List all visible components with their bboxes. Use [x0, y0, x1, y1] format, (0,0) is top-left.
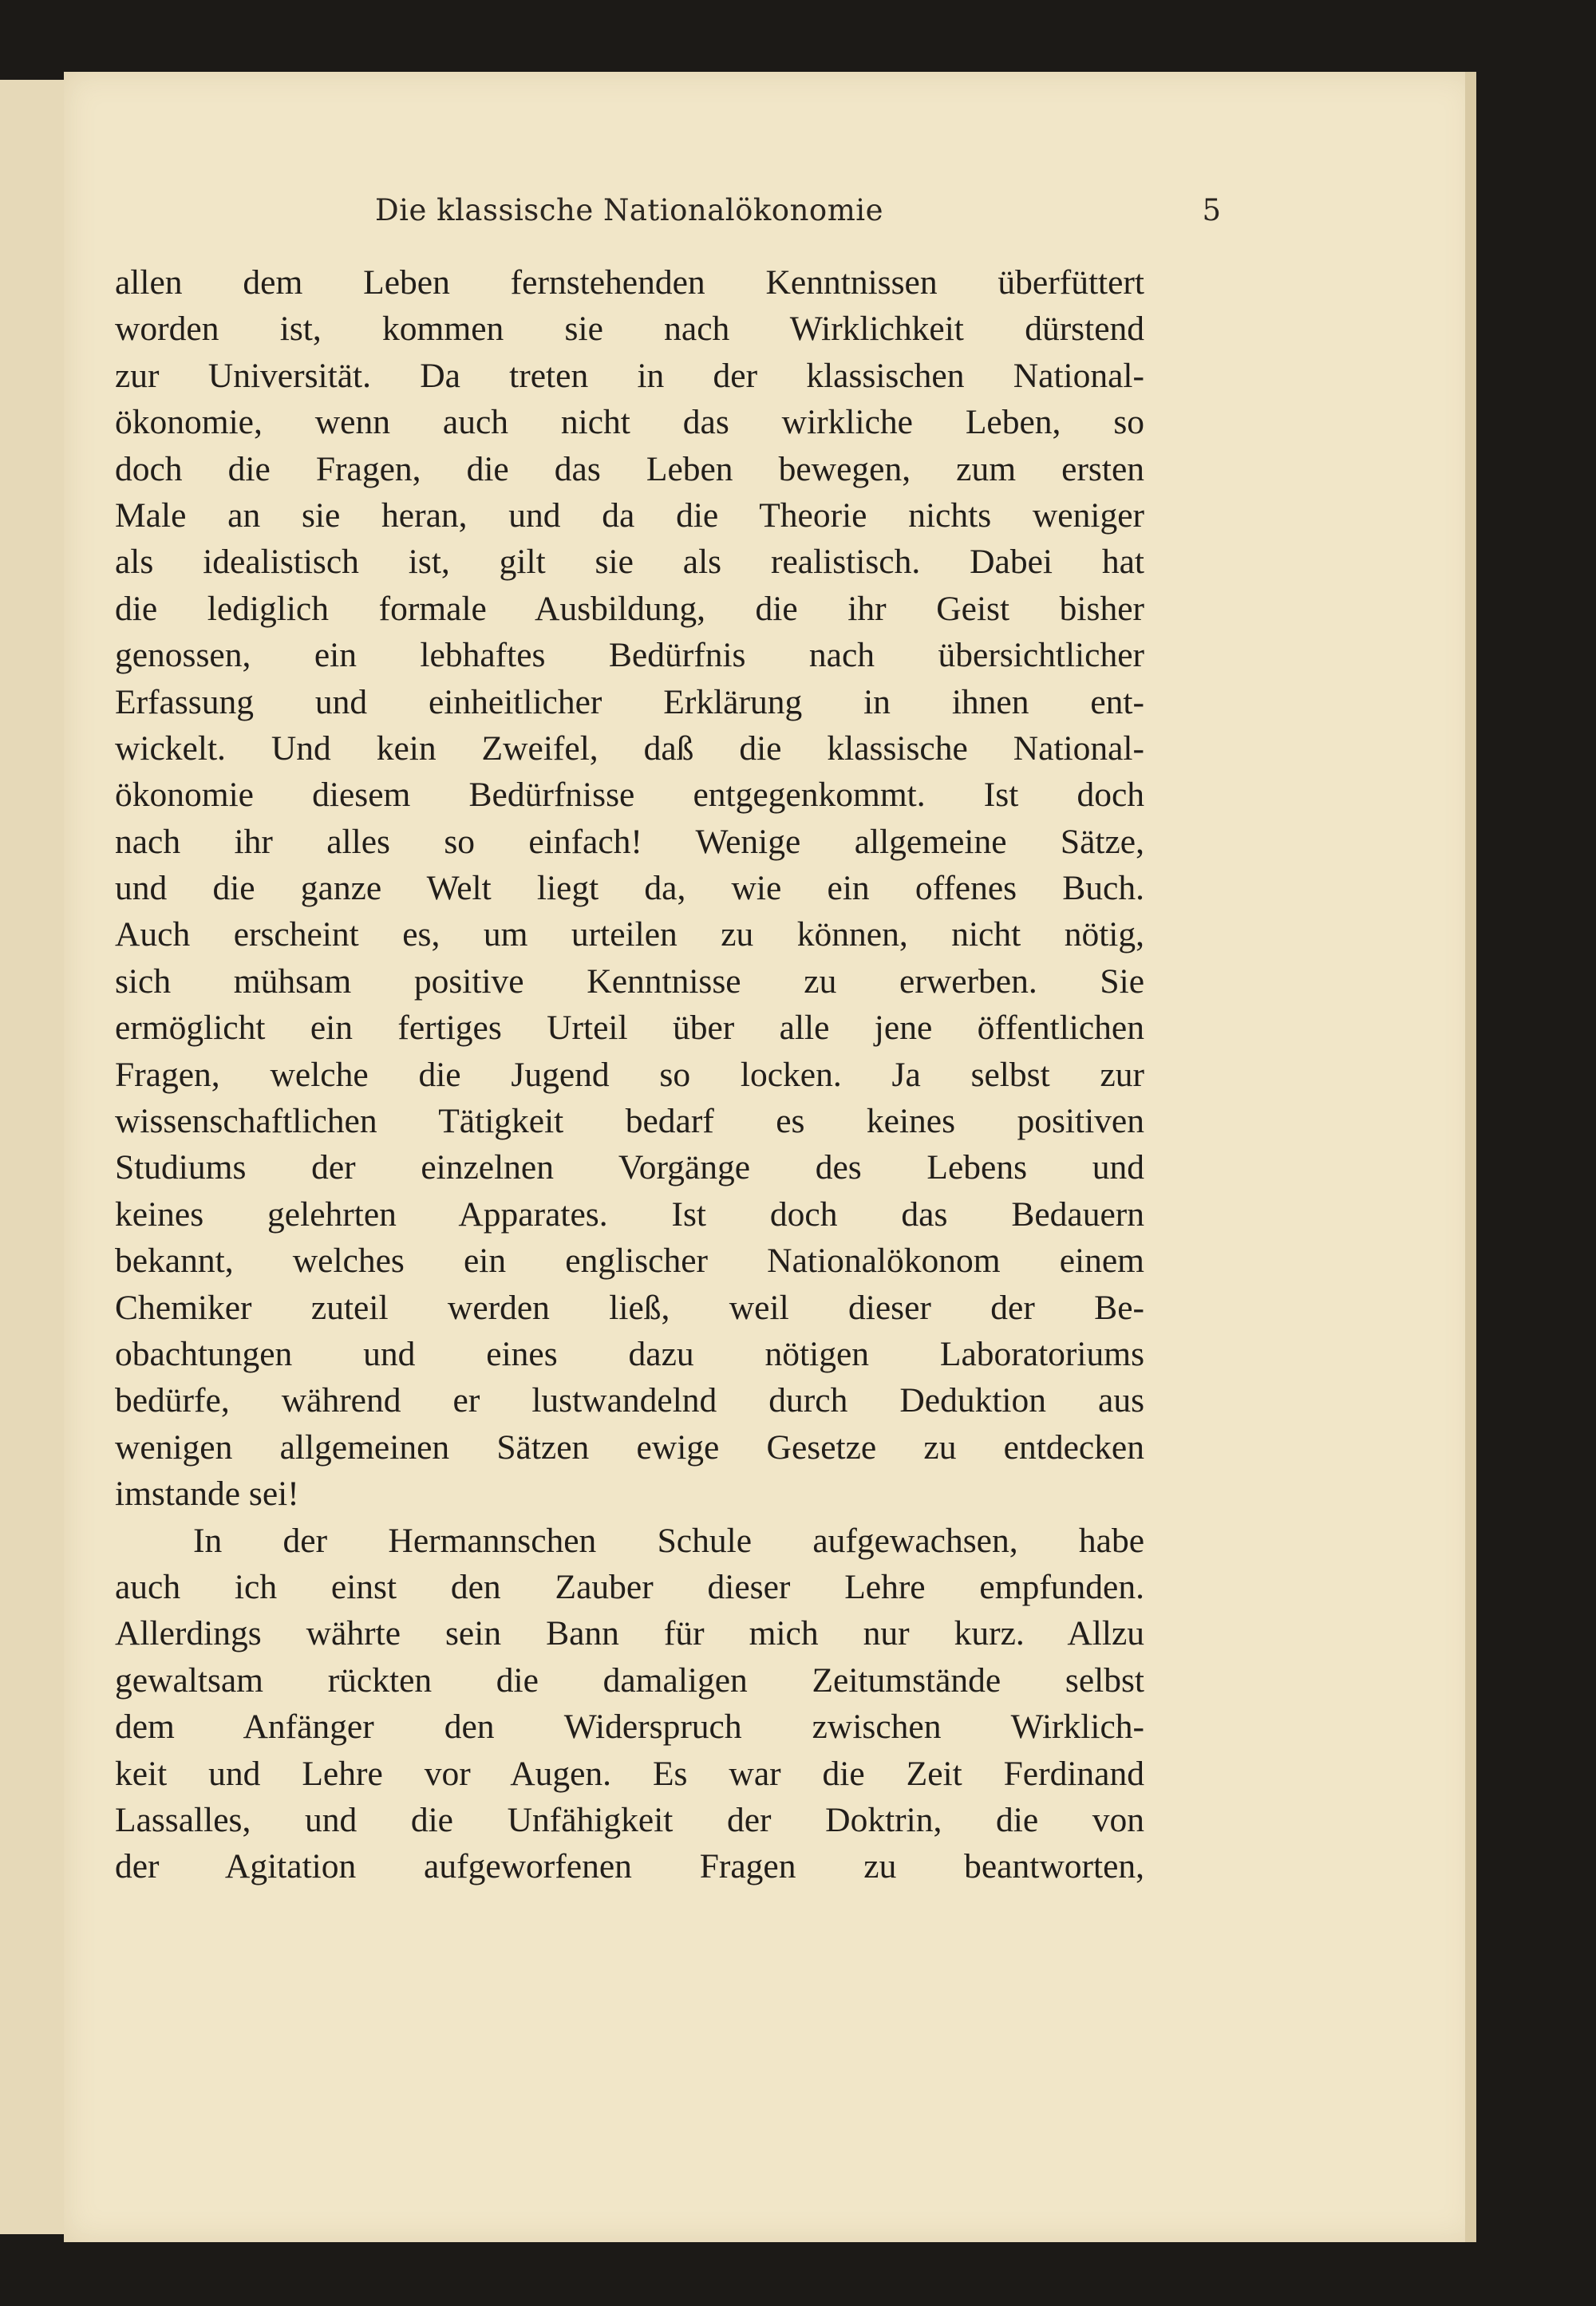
text-line: gewaltsam rückten die damaligen Zeitumstände selbst [115, 1660, 1144, 1700]
text-line: wickelt. Und kein Zweifel, daß die klassische National- [115, 729, 1144, 768]
text-line: allen dem Leben fernstehenden Kenntnissen überfüttert [115, 263, 1144, 302]
page-number: 5 [1202, 193, 1221, 227]
text-line: keit und Lehre vor Augen. Es war die Zeit Ferdinand [115, 1754, 1144, 1793]
text-line: und die ganze Welt liegt da, wie ein offenes Buch. [115, 869, 1144, 908]
text-line: ermöglicht ein fertiges Urteil über alle jene öffentlichen [115, 1009, 1144, 1048]
text-line: Chemiker zuteil werden ließ, weil dieser der Be- [115, 1288, 1144, 1327]
running-title: Die klassische Nationalökonomie [375, 193, 884, 227]
body-text [115, 259, 1144, 1890]
text-line: genossen, ein lebhaftes Bedürfnis nach übersichtlicher [115, 636, 1144, 675]
text-line: Erfassung und einheitlicher Erklärung in ihnen ent- [115, 682, 1144, 721]
text-line: bekannt, welches ein englischer Nationalökonom einem [115, 1242, 1144, 1281]
text-line: bedürfe, während er lustwandelnd durch Deduktion aus [115, 1381, 1144, 1420]
text-line: worden ist, kommen sie nach Wirklichkeit dürstend [115, 310, 1144, 349]
text-line: zur Universität. Da treten in der klassischen National- [115, 356, 1144, 395]
text-line: Allerdings währte sein Bann für mich nur kurz. Allzu [115, 1614, 1144, 1653]
text-line: als idealistisch ist, gilt sie als realistisch. Dabei hat [115, 543, 1144, 582]
text-line: die lediglich formale Ausbildung, die ihr Geist bisher [115, 589, 1144, 628]
text-line: doch die Fragen, die das Leben bewegen, zum ersten [115, 449, 1144, 488]
text-line: auch ich einst den Zauber dieser Lehre empfunden. [115, 1567, 1144, 1606]
paragraph [115, 1518, 1144, 1890]
text-line: Fragen, welche die Jugend so locken. Ja selbst zur [115, 1055, 1144, 1094]
running-head [375, 193, 1221, 241]
text-line: Studiums der einzelnen Vorgänge des Lebens und [115, 1148, 1144, 1187]
text-line: Auch erscheint es, um urteilen zu können, nicht nötig, [115, 915, 1144, 954]
text-line: Male an sie heran, und da die Theorie nichts weniger [115, 496, 1144, 535]
text-line: keines gelehrten Apparates. Ist doch das Bedauern [115, 1194, 1144, 1234]
paragraph [115, 259, 1144, 1518]
text-line: imstande sei! [115, 1475, 299, 1514]
text-line: dem Anfänger den Widerspruch zwischen Wirklich- [115, 1708, 1144, 1747]
text-line: ökonomie diesem Bedürfnisse entgegenkommt. Ist doch [115, 776, 1144, 815]
page-edge [1465, 72, 1476, 2242]
text-line: wenigen allgemeinen Sätzen ewige Gesetze zu entdecken [115, 1427, 1144, 1467]
text-line: sich mühsam positive Kenntnisse zu erwerben. Sie [115, 961, 1144, 1001]
text-line: der Agitation aufgeworfenen Fragen zu beantworten, [115, 1847, 1144, 1886]
text-line: Lassalles, und die Unfähigkeit der Doktrin, die von [115, 1800, 1144, 1839]
text-line: wissenschaftlichen Tätigkeit bedarf es keines positiven [115, 1102, 1144, 1141]
text-line: ökonomie, wenn auch nicht das wirkliche Leben, so [115, 403, 1144, 442]
text-line: In der Hermannschen Schule aufgewachsen, habe [193, 1521, 1144, 1560]
text-line: nach ihr alles so einfach! Wenige allgemeine Sätze, [115, 822, 1144, 861]
text-line: obachtungen und eines dazu nötigen Laboratoriums [115, 1334, 1144, 1373]
previous-page-edge [0, 80, 72, 2234]
